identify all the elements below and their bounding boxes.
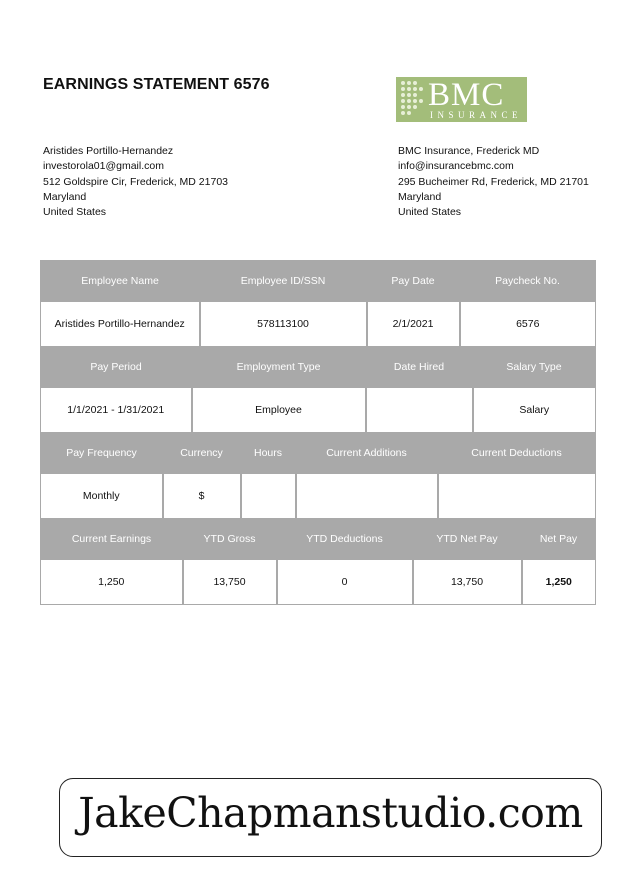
table-row (41, 388, 596, 433)
employee-state: Maryland (43, 190, 87, 203)
current-deductions-cell (438, 474, 596, 519)
employee-email: investorola01@gmail.com (43, 160, 164, 173)
table-header-row (41, 519, 596, 560)
table-row (41, 302, 596, 347)
table-header-cell: Pay Period (41, 347, 192, 388)
statement-title: EARNINGS STATEMENT 6576 (43, 76, 270, 93)
earnings-table (40, 518, 596, 605)
table-header-cell: Pay Date (367, 261, 460, 302)
employer-address (398, 144, 589, 220)
employer-street: 295 Bucheimer Rd, Frederick, MD 21701 (398, 175, 589, 188)
currency-cell: $ (163, 474, 241, 519)
employee-name-cell: Aristides Portillo-Hernandez (41, 302, 200, 347)
table-header-cell: Date Hired (366, 347, 473, 388)
table-header-cell: Paycheck No. (460, 261, 596, 302)
table-header-cell: YTD Gross (183, 519, 277, 560)
logo-subtitle: INSURANCE (430, 110, 523, 120)
table-header-row (41, 347, 596, 388)
table-header-cell: Current Earnings (41, 519, 183, 560)
employee-street: 512 Goldspire Cir, Frederick, MD 21703 (43, 175, 228, 188)
employer-name: BMC Insurance, Frederick MD (398, 145, 540, 157)
current-additions-cell (296, 474, 438, 519)
employee-id-cell: 578113100 (200, 302, 367, 347)
table-header-cell: Employee ID/SSN (200, 261, 367, 302)
employee-country: United States (43, 206, 107, 219)
company-logo (396, 77, 527, 122)
table-header-cell: Salary Type (473, 347, 596, 388)
employee-address (43, 144, 228, 220)
pay-info-table (40, 432, 596, 519)
table-header-cell: Employment Type (192, 347, 366, 388)
employer-email: info@insurancebmc.com (398, 160, 514, 173)
watermark-text: JakeChapmanstudio.com (78, 789, 583, 837)
table-header-cell: YTD Net Pay (413, 519, 522, 560)
table-header-cell: YTD Deductions (277, 519, 413, 560)
ytd-net-pay-cell: 13,750 (413, 560, 522, 605)
ytd-gross-cell: 13,750 (183, 560, 277, 605)
ytd-deductions-cell: 0 (277, 560, 413, 605)
table-row (41, 474, 596, 519)
table-header-cell: Currency (163, 433, 241, 474)
salary-type-cell: Salary (473, 388, 596, 433)
table-header-cell: Current Additions (296, 433, 438, 474)
current-earnings-cell: 1,250 (41, 560, 183, 605)
table-header-cell: Pay Frequency (41, 433, 163, 474)
employee-name: Aristides Portillo-Hernandez (43, 145, 174, 157)
logo-dots-icon (401, 81, 423, 117)
table-row (41, 560, 596, 605)
pay-date-cell: 2/1/2021 (367, 302, 460, 347)
table-header-cell: Hours (241, 433, 296, 474)
employee-info-table (40, 260, 596, 347)
hours-cell (241, 474, 296, 519)
paycheck-no-cell: 6576 (460, 302, 596, 347)
employment-type-cell: Employee (192, 388, 366, 433)
employer-country: United States (398, 206, 462, 219)
table-header-cell: Current Deductions (438, 433, 596, 474)
table-header-cell: Employee Name (41, 261, 200, 302)
date-hired-cell (366, 388, 473, 433)
logo-name: BMC (428, 77, 505, 113)
table-header-row (41, 433, 596, 474)
pay-period-cell: 1/1/2021 - 1/31/2021 (41, 388, 192, 433)
pay-frequency-cell: Monthly (41, 474, 163, 519)
table-header-cell: Net Pay (522, 519, 596, 560)
employer-state: Maryland (398, 190, 442, 203)
watermark-banner (59, 778, 602, 857)
net-pay-cell: 1,250 (522, 560, 596, 605)
employment-info-table (40, 346, 596, 433)
table-header-row (41, 261, 596, 302)
